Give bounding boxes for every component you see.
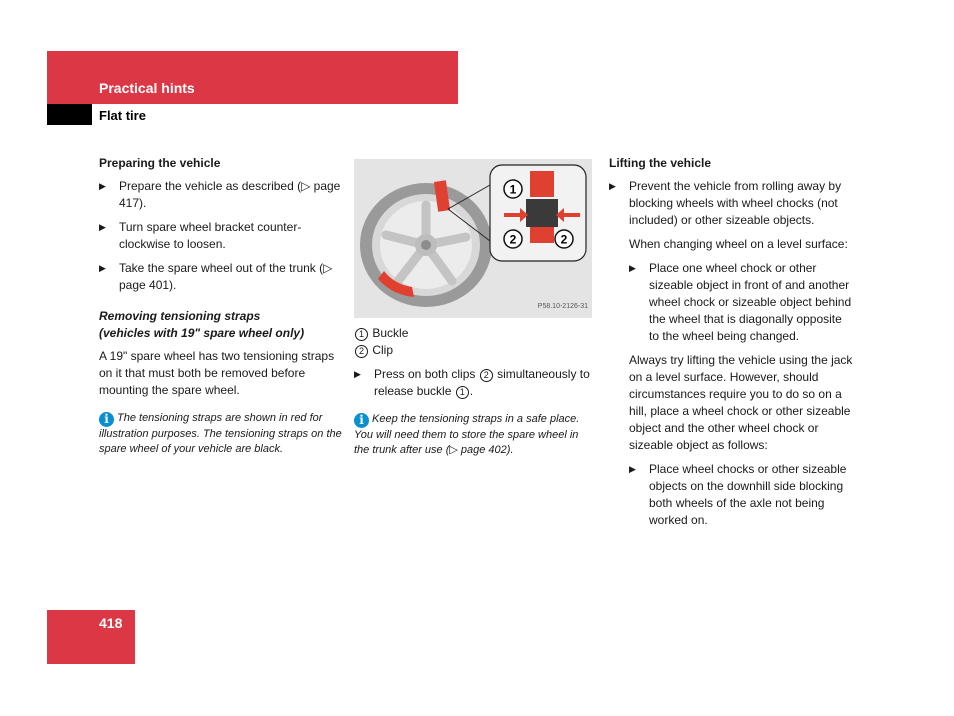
triangle-right-icon: ▶ bbox=[354, 369, 361, 379]
info-icon: i bbox=[99, 412, 114, 427]
paragraph-straps: A 19" spare wheel has two tensioning straps on it that must both be removed before mounting the spare wheel. bbox=[99, 349, 335, 397]
spare-wheel-illustration bbox=[354, 159, 592, 318]
heading-preparing: Preparing the vehicle bbox=[99, 156, 221, 170]
page-number: 418 bbox=[99, 615, 123, 631]
info-note: i The tensioning straps are shown in red for illustration purposes. The tensioning straps on the spare wheel of your vehicle are black. bbox=[99, 412, 342, 455]
triangle-right-icon: ▶ bbox=[629, 263, 636, 273]
figure-spare-wheel bbox=[354, 159, 592, 318]
list-item: ▶ Place one wheel chock or other sizeable object in front of and another wheel chock or sizeable object behind the wheel that is diagonally opposite to the wheel being changed. bbox=[629, 261, 852, 343]
heading-lifting: Lifting the vehicle bbox=[609, 156, 712, 170]
svg-text:2: 2 bbox=[560, 232, 568, 247]
list-item: ▶ Prevent the vehicle from rolling away by blocking wheels with wheel chocks (not included) or other sizeable objects. bbox=[609, 179, 842, 227]
info-note: i Keep the tensioning straps in a safe place. You will need them to store the spare wheel in the trunk after use (▷ page 402). bbox=[354, 413, 580, 456]
legend-item-clip: 2 Clip bbox=[354, 342, 594, 359]
subsection-title: Flat tire bbox=[99, 108, 146, 123]
column-right bbox=[609, 155, 854, 536]
triangle-right-icon: ▶ bbox=[609, 181, 616, 191]
triangle-right-icon: ▶ bbox=[99, 181, 106, 191]
svg-text:1: 1 bbox=[509, 182, 517, 197]
triangle-right-icon: ▶ bbox=[629, 464, 636, 474]
header-band bbox=[47, 51, 458, 104]
info-icon: i bbox=[354, 413, 369, 428]
list-item: ▶ Place wheel chocks or other sizeable objects on the downhill side blocking both wheels of the axle not being worked on. bbox=[629, 462, 847, 527]
list-item: ▶ Take the spare wheel out of the trunk (▷ page 401). bbox=[99, 261, 333, 292]
svg-text:2: 2 bbox=[509, 232, 517, 247]
triangle-right-icon: ▶ bbox=[99, 222, 106, 232]
section-title: Practical hints bbox=[99, 80, 195, 96]
column-middle bbox=[354, 159, 594, 458]
figure-code: P58.10-2126-31 bbox=[537, 303, 588, 310]
column-left bbox=[99, 155, 344, 457]
paragraph-hill: Always try lifting the vehicle using the jack on a level surface. However, should circumstances require you to do so on a hill, place a wheel chock or other sizeable object and the other wheel chock or sizeable object as follows: bbox=[629, 353, 853, 452]
list-item: ▶ Turn spare wheel bracket counter-clockwise to loosen. bbox=[99, 220, 302, 251]
paragraph-level: When changing wheel on a level surface: bbox=[629, 237, 848, 251]
header-tab bbox=[47, 104, 92, 125]
legend-item-buckle: 1 Buckle bbox=[354, 325, 594, 342]
triangle-right-icon: ▶ bbox=[99, 263, 106, 273]
list-item: ▶ Prepare the vehicle as described (▷ page 417). bbox=[99, 179, 341, 210]
subheading-straps: Removing tensioning straps (vehicles with 19" spare wheel only) bbox=[99, 309, 305, 340]
list-item: ▶ Press on both clips 2 simultaneously to release buckle 1 . bbox=[354, 367, 590, 398]
